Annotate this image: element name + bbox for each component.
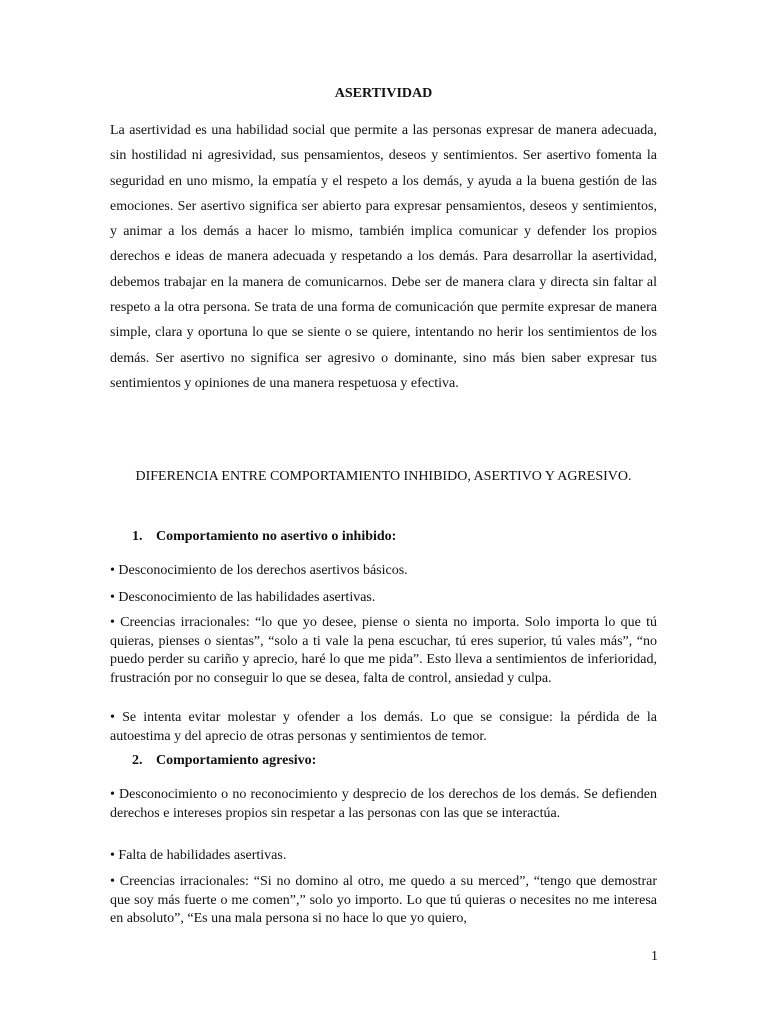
- section-1-title: Comportamiento no asertivo o inhibido:: [156, 529, 397, 544]
- section-1-number: 1.: [132, 529, 143, 544]
- bullet-item: • Falta de habilidades asertivas.: [110, 848, 287, 863]
- document-title: ASERTIVIDAD: [334, 86, 433, 101]
- section-2-heading: [132, 751, 657, 771]
- page-number: 1: [651, 949, 658, 964]
- bullet-item: • Desconocimiento de las habilidades asertivas.: [110, 590, 376, 605]
- bullet-item: • Desconocimiento o no reconocimiento y desprecio de los derechos de los demás. Se defienden derechos e intereses propios sin respetar a las personas con las que se interactúa.: [110, 787, 657, 821]
- bullet-item: • Se intenta evitar molestar y ofender a los demás. Lo que se consigue: la pérdida de la autoestima y del aprecio de otras personas y sentimientos de temor.: [110, 710, 657, 744]
- bullet-item: • Creencias irracionales: “lo que yo desee, piense o sienta no importa. Solo importa lo que tú quieras, pienses o sientas”, “solo a ti vale la pena escuchar, tú eres superior, tú vales más”, “no puedo perder su cariño y aprecio, haré lo que me pida”. Esto lleva a sentimientos de inferioridad, frustración por no conseguir lo que se desea, falta de control, ansiedad y culpa.: [110, 615, 657, 686]
- intro-paragraph: La asertividad es una habilidad social que permite a las personas expresar de manera adecuada, sin hostilidad ni agresividad, sus pensamientos, deseos y sentimientos. Ser asertivo fomenta la seguridad en uno mismo, la empatía y el respeto a los demás, y ayuda a la buena gestión de las emociones. Ser asertivo significa ser abierto para expresar pensamientos, deseos y sentimientos, y animar a los demás a hacer lo mismo, también implica comunicar y defender los propios derechos e ideas de manera adecuada y respetando a los demás. Para desarrollar la asertividad, debemos trabajar en la manera de comunicarnos. Debe ser de manera clara y directa sin faltar al respeto a la otra persona. Se trata de una forma de comunicación que permite expresar de manera simple, clara y oportuna lo que se siente o se quiere, intentando no herir los sentimientos de los demás. Ser asertivo no significa ser agresivo o dominante, sino más bien saber expresar tus sentimientos y opiniones de una manera respetuosa y efectiva.: [110, 123, 657, 391]
- bullet-item: • Creencias irracionales: “Si no domino al otro, me quedo a su merced”, “tengo que demostrar que soy más fuerte o me comen”,” solo yo importo. Lo que tú quieras o necesites no me interesa en absoluto”, “Es una mala persona si no hace lo que yo quiero,: [110, 874, 657, 926]
- bullet-item: • Desconocimiento de los derechos asertivos básicos.: [110, 563, 408, 578]
- section-2-number: 2.: [132, 753, 143, 768]
- section-1-heading: [132, 527, 657, 547]
- section-2-title: Comportamiento agresivo:: [156, 753, 317, 768]
- section-heading: DIFERENCIA ENTRE COMPORTAMIENTO INHIBIDO, ASERTIVO Y AGRESIVO.: [135, 469, 632, 484]
